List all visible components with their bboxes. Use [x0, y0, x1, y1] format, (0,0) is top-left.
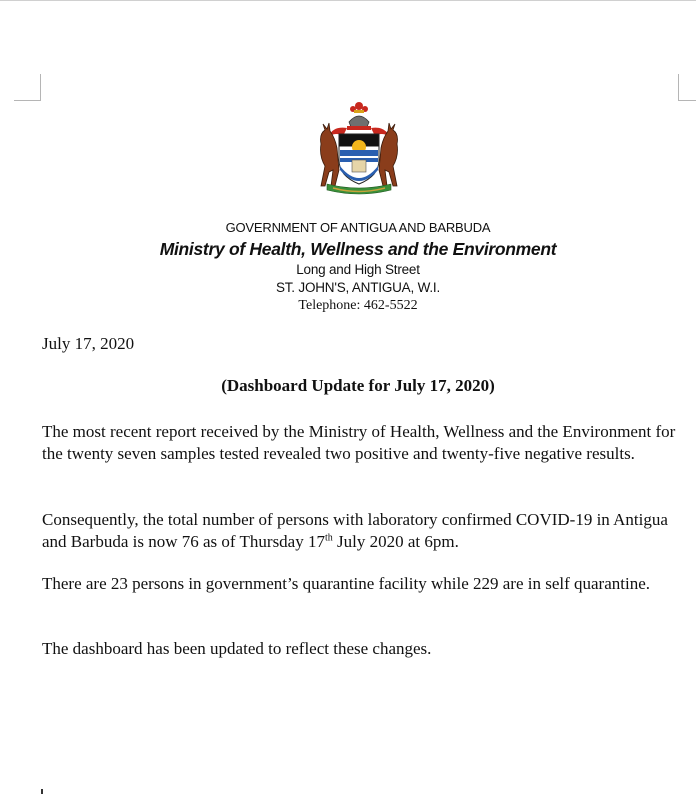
- page-top-border: [0, 0, 696, 1]
- document-heading: (Dashboard Update for July 17, 2020): [221, 376, 495, 395]
- paragraph-total-cases: [42, 509, 682, 553]
- address-line-1: Long and High Street: [296, 262, 420, 277]
- paragraph-quarantine: There are 23 persons in government’s quarantine facility while 229 are in self quarantine.: [42, 574, 651, 593]
- margin-corner-top-left: [14, 74, 41, 101]
- telephone: Telephone: 462-5522: [298, 298, 418, 313]
- coat-of-arms-icon: [307, 100, 411, 196]
- ministry-name: Ministry of Health, Wellness and the Environment: [159, 239, 557, 259]
- paragraph-dashboard: The dashboard has been updated to reflect these changes.: [42, 639, 432, 658]
- paragraph-total-cases-text: Consequently, the total number of persons with laboratory confirmed COVID-19 in Antigua and Barbuda is now 76 as of Thursday 17: [42, 510, 668, 551]
- paragraph-total-cases-tail: July 2020 at 6pm.: [332, 532, 459, 551]
- margin-corner-top-right: [678, 74, 696, 101]
- text-cursor: [41, 789, 43, 794]
- ordinal-suffix: th: [324, 532, 333, 544]
- address-line-2: ST. JOHN'S, ANTIGUA, W.I.: [275, 280, 441, 295]
- paragraph-test-results: The most recent report received by the Ministry of Health, Wellness and the Environment for the twenty seven samples tested revealed two positive and twenty-five negative results.: [42, 422, 676, 463]
- document-date: July 17, 2020: [42, 334, 135, 353]
- government-name: GOVERNMENT OF ANTIGUA AND BARBUDA: [225, 220, 491, 235]
